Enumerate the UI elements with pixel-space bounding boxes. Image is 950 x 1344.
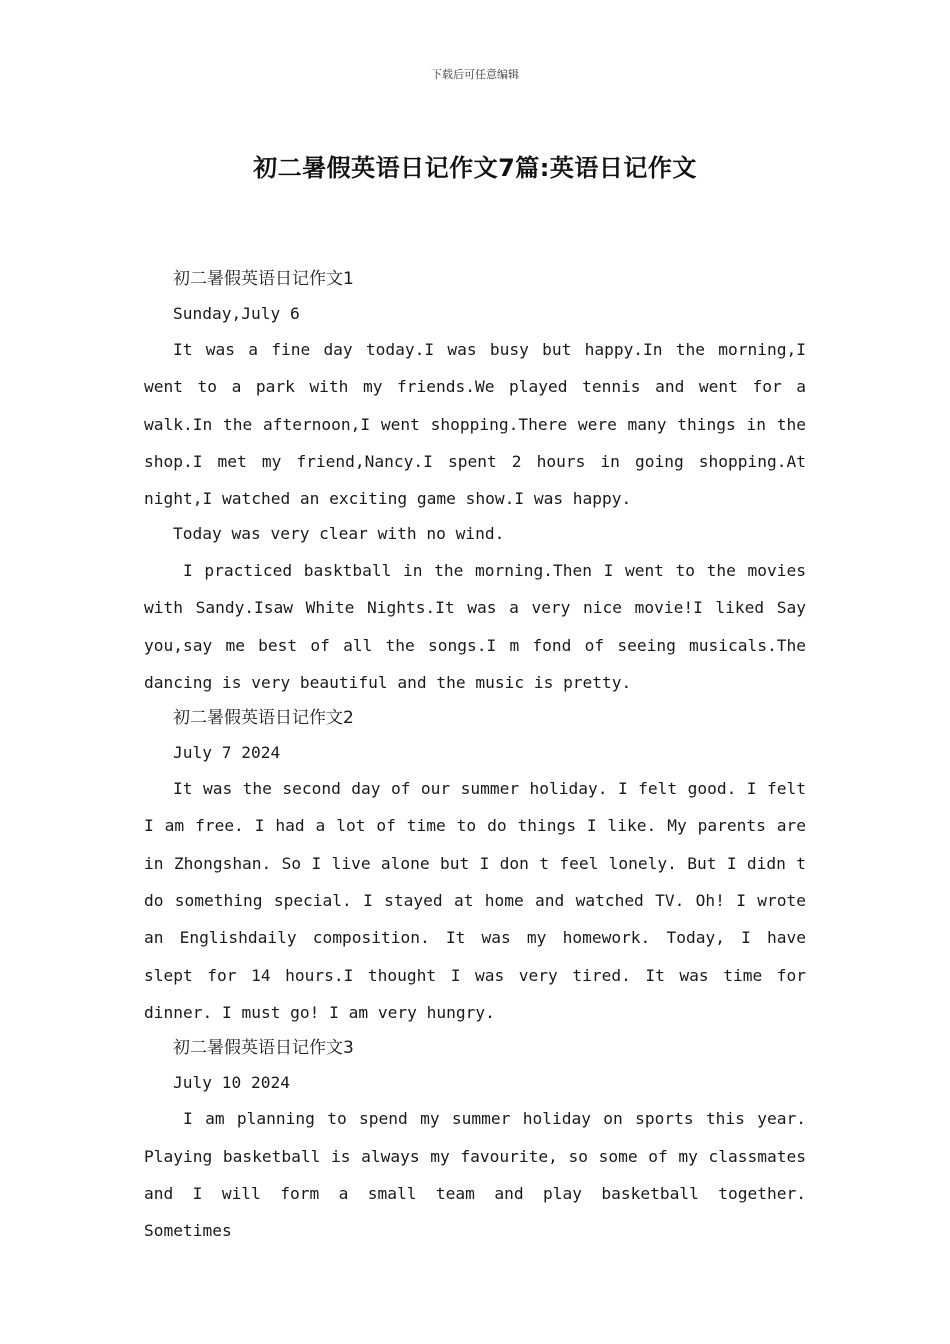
entry-heading: 初二暑假英语日记作文2 (173, 708, 354, 729)
document-body (144, 262, 806, 1249)
entry-paragraph: Today was very clear with no wind. (173, 524, 505, 544)
entry-paragraph: I practiced basktball in the morning.Then I went to the movies with Sandy.Isaw White Nights.It was a very nice movie!I liked Say you,say me best of all the songs.I m fond of seeing musicals.The dancing is very beautiful and the music is pretty. (144, 560, 806, 692)
entry-date: July 7 2024 (173, 742, 281, 762)
entry-date: Sunday,July 6 (173, 303, 300, 323)
entry-paragraph: I am planning to spend my summer holiday on sports this year. Playing basketball is always my favourite, so some of my classmates and I will form a small team and play basketball together. Sometimes (144, 1109, 806, 1241)
entry-date: July 10 2024 (173, 1072, 290, 1092)
header-note: 下载后可任意编辑 (431, 68, 519, 81)
entry-paragraph: It was the second day of our summer holiday. I felt good. I felt I am free. I had a lot of time to do things I like. My parents are in Zhongshan. So I live alone but I don t feel lonely. But I didn t do something special. I stayed at home and watched TV. Oh! I wrote an Englishdaily composition. It was my homework. Today, I have slept for 14 hours.I thought I was very tired. It was time for dinner. I must go! I am very hungry. (144, 779, 806, 1022)
entry-heading: 初二暑假英语日记作文3 (173, 1038, 354, 1059)
document-title: 初二暑假英语日记作文7篇:英语日记作文 (253, 154, 697, 182)
entry-paragraph: It was a fine day today.I was busy but happy.In the morning,I went to a park with my friends.We played tennis and went for a walk.In the afternoon,I went shopping.There were many things in the shop.I met my friend,Nancy.I spent 2 hours in going shopping.At night,I watched an exciting game show.I was happy. (144, 340, 806, 509)
entry-heading: 初二暑假英语日记作文1 (173, 269, 354, 289)
